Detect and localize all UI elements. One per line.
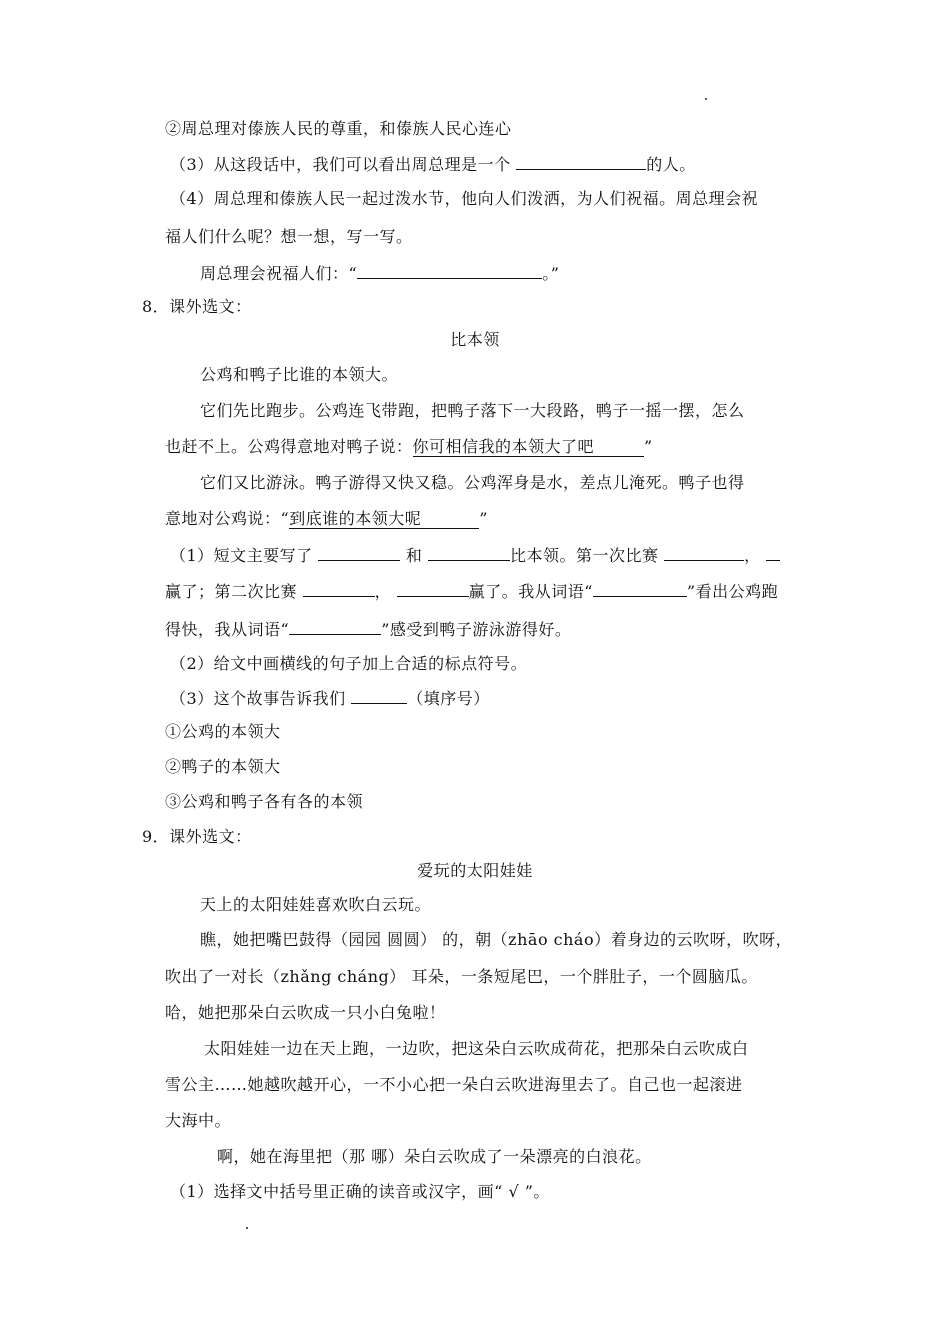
section-9-para-4: 啊，她在海里把（那 哪）朵白云吹成了一朵漂亮的白浪花。: [217, 1147, 652, 1166]
answer-blank[interactable]: [766, 544, 780, 561]
answer-blank[interactable]: [516, 153, 646, 170]
answer-blank[interactable]: [303, 580, 375, 597]
question-4-line2: 福人们什么呢？想一想，写一写。: [165, 227, 413, 246]
underlined-sentence-1: 你可相信我的本领大了吧: [413, 437, 645, 457]
section-9-para-3-line2: 雪公主……她越吹越开心，一不小心把一朵白云吹进海里去了。自己也一起滚进: [165, 1075, 743, 1094]
answer-blank[interactable]: [351, 687, 407, 704]
option-2: ②周总理对傣族人民的尊重，和傣族人民心连心: [165, 119, 512, 138]
section-9-title: 爱玩的太阳娃娃: [417, 861, 533, 880]
section-8-header: 8．课外选文：: [142, 297, 252, 316]
answer-blank[interactable]: [397, 580, 469, 597]
answer-blank[interactable]: [289, 618, 381, 635]
section-8-para-2-line1: 它们先比跑步。公鸡连飞带跑，把鸭子落下一大段路，鸭子一摇一摆，怎么: [200, 401, 745, 420]
section-8-question-1-line1: （1）短文主要写了 和 比本领。第一次比赛 ，: [170, 544, 780, 567]
stray-mark-top: [705, 98, 707, 100]
section-8-para-3-line1: 它们又比游泳。鸭子游得又快又稳。公鸡浑身是水，差点儿淹死。鸭子也得: [200, 473, 745, 492]
section-8-question-1-line3: 得快，我从词语“ ”感受到鸭子游泳游得好。: [165, 620, 572, 639]
answer-blank[interactable]: [318, 544, 400, 561]
section-8-option-1: ①公鸡的本领大: [165, 722, 281, 741]
answer-blank[interactable]: [357, 262, 542, 279]
section-8-question-3: （3）这个故事告诉我们 （填序号）: [170, 689, 490, 708]
section-9-para-2-line2: 吹出了一对长（zhǎng cháng） 耳朵，一条短尾巴，一个胖肚子，一个圆脑瓜。: [165, 967, 758, 986]
section-8-option-3: ③公鸡和鸭子各有各的本领: [165, 792, 364, 811]
underlined-sentence-2: 到底谁的本领大呢: [289, 509, 479, 529]
section-8-question-2: （2）给文中画横线的句子加上合适的标点符号。: [170, 654, 528, 673]
section-8-title: 比本领: [450, 330, 500, 349]
answer-blank[interactable]: [428, 544, 510, 561]
section-9-para-2-line1: 瞧，她把嘴巴鼓得（园园 圆圆） 的，朝（zhāo cháo）着身边的云吹呀，吹呀，: [200, 930, 793, 949]
answer-blank[interactable]: [664, 544, 744, 561]
section-9-para-3-line3: 大海中。: [165, 1111, 232, 1130]
section-8-para-2-line2: 也赶不上。公鸡得意地对鸭子说：你可相信我的本领大了吧 ”: [165, 437, 653, 456]
section-9-para-2-line3: 哈，她把那朵白云吹成一只小白兔啦！: [165, 1003, 446, 1022]
section-9-question-1: （1）选择文中括号里正确的读音或汉字，画“ √ ”。: [170, 1182, 550, 1201]
section-8-option-2: ②鸭子的本领大: [165, 757, 281, 776]
section-9-para-3-line1: 太阳娃娃一边在天上跑，一边吹，把这朵白云吹成荷花，把那朵白云吹成白: [204, 1039, 749, 1058]
section-8-para-3-line2: 意地对公鸡说：“到底谁的本领大呢 ”: [165, 509, 488, 528]
section-9-para-1: 天上的太阳娃娃喜欢吹白云玩。: [200, 895, 432, 914]
section-8-para-1: 公鸡和鸭子比谁的本领大。: [200, 365, 399, 384]
question-4-answer-row: 周总理会祝福人们：“ 。”: [200, 264, 560, 283]
answer-blank[interactable]: [593, 580, 687, 597]
question-3-row: （3）从这段话中，我们可以看出周总理是一个 的人。: [170, 155, 696, 174]
stray-mark-bottom: [246, 1227, 248, 1229]
question-4-line1: （4）周总理和傣族人民一起过泼水节，他向人们泼洒，为人们祝福。周总理会祝: [170, 189, 759, 208]
section-8-question-1-line2: 赢了；第二次比赛 ， 赢了。我从词语“ ”看出公鸡跑: [165, 582, 779, 601]
section-9-header: 9．课外选文：: [142, 827, 252, 846]
